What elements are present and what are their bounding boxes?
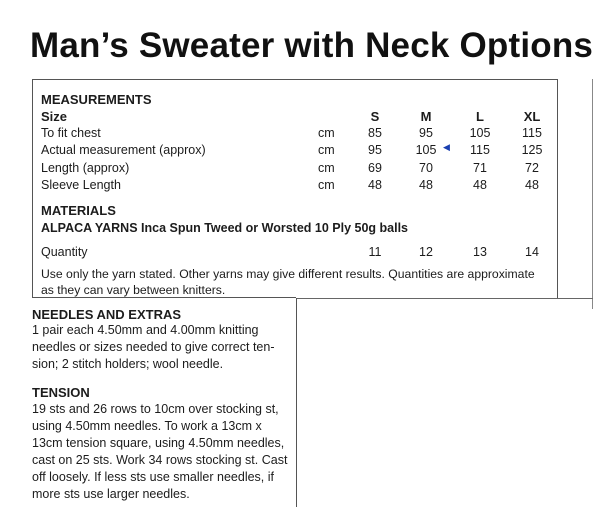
tension-heading: TENSION	[32, 385, 90, 400]
row-unit: cm	[318, 126, 335, 140]
materials-heading: MATERIALS	[41, 203, 116, 218]
value-cell: 95	[368, 143, 382, 157]
row-unit: cm	[318, 143, 335, 157]
size-label: Size	[41, 109, 68, 124]
tension-line: more sts use larger needles.	[32, 487, 190, 501]
cursor-arrow-icon: ◀	[443, 142, 450, 152]
tension-line: 19 sts and 26 rows to 10cm over stocking st,	[32, 402, 279, 416]
size-l: L	[476, 109, 484, 124]
size-s: S	[370, 109, 380, 124]
value-cell: 48	[419, 178, 433, 192]
quantity-cell: 11	[368, 245, 382, 259]
value-cell: 69	[368, 161, 382, 175]
tension-text	[32, 401, 287, 503]
column-divider	[296, 298, 297, 507]
measurements-heading: MEASUREMENTS	[41, 92, 152, 107]
size-xl: XL	[523, 109, 541, 124]
materials-note-line2: as they can vary between knitters.	[41, 283, 226, 297]
value-cell: 105	[469, 126, 491, 140]
tension-line: cast on 25 sts. Work 34 rows stocking st. Cast	[32, 453, 288, 467]
value-cell: 71	[473, 161, 487, 175]
right-divider	[592, 79, 593, 309]
needles-line: sion; 2 stitch holders; wool needle.	[32, 357, 224, 371]
quantity-cell: 12	[419, 245, 433, 259]
row-label-actual: Actual measurement (approx)	[41, 143, 206, 157]
needles-text	[32, 322, 275, 373]
lower-right-divider	[296, 298, 593, 299]
value-cell: 105	[415, 143, 437, 157]
needles-heading: NEEDLES AND EXTRAS	[32, 307, 182, 322]
row-label-chest: To fit chest	[41, 126, 101, 140]
quantity-cell: 14	[525, 245, 539, 259]
row-unit: cm	[318, 178, 335, 192]
row-label-length: Length (approx)	[41, 161, 130, 175]
value-cell: 48	[368, 178, 382, 192]
quantity-cell: 13	[473, 245, 487, 259]
value-cell: 48	[525, 178, 539, 192]
tension-line: off loosely. If less sts use smaller needles, if	[32, 470, 275, 484]
needles-line: 1 pair each 4.50mm and 4.00mm knitting	[32, 323, 259, 337]
value-cell: 115	[470, 143, 490, 157]
row-unit: cm	[318, 161, 335, 175]
tension-line: 13cm tension square, using 4.50mm needles,	[32, 436, 285, 450]
page-title: Man’s Sweater with Neck Options	[30, 26, 594, 65]
value-cell: 70	[419, 161, 433, 175]
value-cell: 95	[419, 126, 433, 140]
value-cell: 125	[521, 143, 543, 157]
quantity-label: Quantity	[41, 245, 88, 259]
tension-line: using 4.50mm needles. To work a 13cm x	[32, 419, 262, 433]
value-cell: 115	[522, 126, 542, 140]
value-cell: 72	[525, 161, 539, 175]
value-cell: 48	[473, 178, 487, 192]
row-label-sleeve: Sleeve Length	[41, 178, 121, 192]
value-cell: 85	[368, 126, 382, 140]
materials-note-line1: Use only the yarn stated. Other yarns may give different results. Quantities are approximate	[41, 267, 535, 281]
size-m: M	[420, 109, 432, 124]
needles-line: needles or sizes needed to give correct ten-	[32, 340, 275, 354]
yarn-description: ALPACA YARNS Inca Spun Tweed or Worsted 10 Ply 50g balls	[41, 221, 408, 235]
